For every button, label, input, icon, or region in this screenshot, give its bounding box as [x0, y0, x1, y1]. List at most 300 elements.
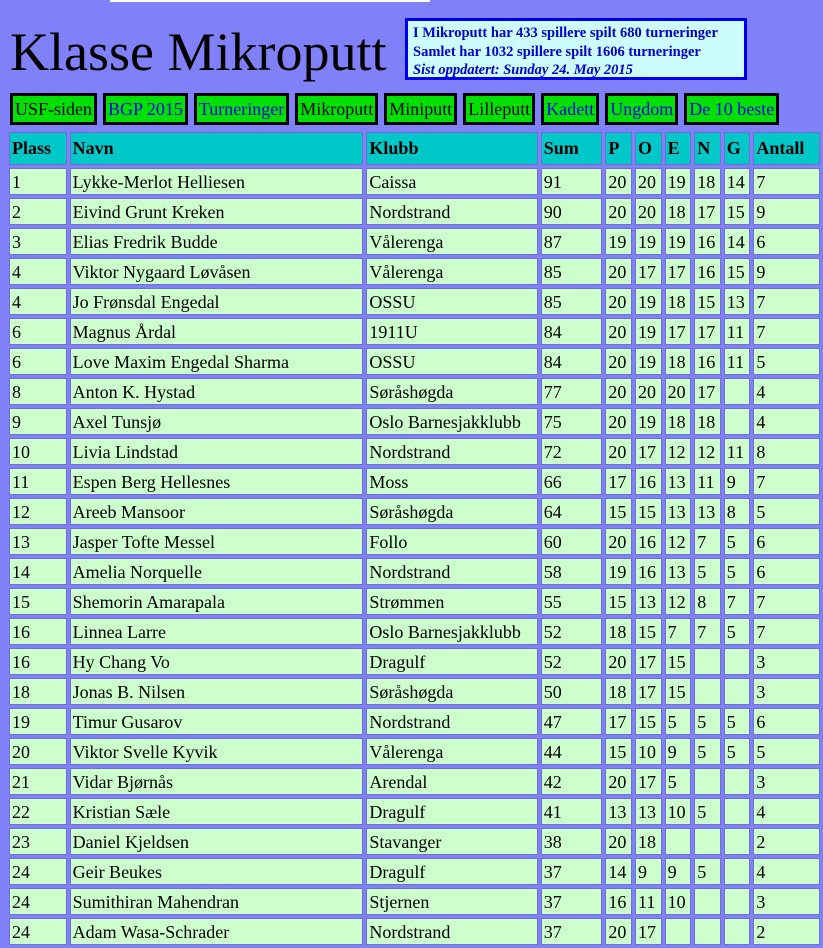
table-cell-o: 17: [635, 768, 662, 795]
table-cell-e: 10: [665, 798, 692, 825]
table-cell-navn: Love Maxim Engedal Sharma: [70, 348, 364, 375]
table-cell-navn: Magnus Årdal: [70, 318, 364, 345]
table-row: [9, 798, 820, 825]
table-cell-o: 19: [635, 288, 662, 315]
info-total-line: Samlet har 1032 spillere spilt 1606 turneringer: [413, 43, 701, 60]
table-cell-p: 20: [605, 408, 632, 435]
table-cell-o: 11: [635, 888, 662, 915]
table-cell-n: 5: [694, 858, 721, 885]
table-cell-n: 5: [694, 798, 721, 825]
column-header-klubb: Klubb: [366, 132, 537, 165]
table-cell-o: 13: [635, 588, 662, 615]
table-cell-antall: 6: [753, 228, 820, 255]
nav-button-kadett[interactable]: Kadett: [541, 93, 599, 125]
table-cell-plass: 4: [9, 258, 67, 285]
nav-button-de-10-beste[interactable]: De 10 beste: [684, 93, 779, 125]
table-cell-antall: 5: [753, 498, 820, 525]
table-cell-navn: Jonas B. Nilsen: [70, 678, 364, 705]
table-cell-e: 17: [665, 318, 692, 345]
table-cell-n: [694, 678, 721, 705]
table-cell-e: 17: [665, 258, 692, 285]
table-row: [9, 408, 820, 435]
table-cell-klubb: Dragulf: [366, 648, 537, 675]
table-cell-klubb: Nordstrand: [366, 198, 537, 225]
table-cell-e: 18: [665, 288, 692, 315]
table-cell-g: 14: [724, 168, 751, 195]
table-cell-e: 12: [665, 588, 692, 615]
table-cell-navn: Amelia Norquelle: [70, 558, 364, 585]
table-cell-o: 17: [635, 918, 662, 945]
table-row: [9, 288, 820, 315]
table-cell-navn: Geir Beukes: [70, 858, 364, 885]
table-cell-klubb: Nordstrand: [366, 438, 537, 465]
table-cell-klubb: Caissa: [366, 168, 537, 195]
table-cell-p: 20: [605, 168, 632, 195]
table-cell-g: 11: [724, 348, 751, 375]
table-cell-plass: 9: [9, 408, 67, 435]
info-players-line: I Mikroputt har 433 spillere spilt 680 turneringer: [413, 25, 718, 41]
table-cell-plass: 15: [9, 588, 67, 615]
table-cell-plass: 2: [9, 198, 67, 225]
table-cell-antall: 7: [753, 618, 820, 645]
column-header-antall: Antall: [753, 132, 820, 165]
column-header-g: G: [724, 132, 751, 165]
table-cell-p: 20: [605, 648, 632, 675]
table-cell-navn: Anton K. Hystad: [70, 378, 364, 405]
table-cell-sum: 84: [541, 318, 603, 345]
table-cell-n: [694, 918, 721, 945]
table-cell-sum: 52: [541, 618, 603, 645]
table-cell-antall: 7: [753, 588, 820, 615]
table-cell-o: 19: [635, 318, 662, 345]
table-cell-g: [724, 378, 751, 405]
table-cell-sum: 37: [541, 918, 603, 945]
table-cell-antall: 7: [753, 318, 820, 345]
table-cell-plass: 20: [9, 738, 67, 765]
table-row: [9, 768, 820, 795]
table-cell-o: 20: [635, 168, 662, 195]
table-cell-n: [694, 888, 721, 915]
table-cell-antall: 4: [753, 378, 820, 405]
table-cell-plass: 11: [9, 468, 67, 495]
table-cell-sum: 60: [541, 528, 603, 555]
table-cell-navn: Elias Fredrik Budde: [70, 228, 364, 255]
table-cell-antall: 8: [753, 438, 820, 465]
table-cell-g: 13: [724, 288, 751, 315]
table-cell-sum: 58: [541, 558, 603, 585]
table-cell-p: 20: [605, 768, 632, 795]
table-cell-klubb: Follo: [366, 528, 537, 555]
table-cell-n: 8: [694, 588, 721, 615]
nav-button-usf-siden[interactable]: USF-siden: [10, 93, 97, 125]
table-cell-n: 17: [694, 198, 721, 225]
table-cell-o: 15: [635, 618, 662, 645]
table-cell-plass: 8: [9, 378, 67, 405]
table-cell-plass: 21: [9, 768, 67, 795]
table-header-row: [9, 132, 820, 165]
table-cell-klubb: Stavanger: [366, 828, 537, 855]
table-cell-n: [694, 828, 721, 855]
nav-button-mikroputt[interactable]: Mikroputt: [295, 93, 378, 125]
table-cell-antall: 2: [753, 828, 820, 855]
column-header-n: N: [694, 132, 721, 165]
table-cell-antall: 2: [753, 918, 820, 945]
table-cell-plass: 24: [9, 858, 67, 885]
table-cell-antall: 4: [753, 408, 820, 435]
table-row: [9, 198, 820, 225]
table-cell-g: [724, 648, 751, 675]
nav-button-miniputt[interactable]: Miniputt: [384, 93, 457, 125]
table-cell-g: 5: [724, 708, 751, 735]
table-cell-e: [665, 918, 692, 945]
table-row: [9, 738, 820, 765]
table-cell-g: 5: [724, 528, 751, 555]
table-cell-antall: 3: [753, 648, 820, 675]
table-cell-p: 18: [605, 678, 632, 705]
table-cell-n: 5: [694, 558, 721, 585]
table-cell-g: 14: [724, 228, 751, 255]
table-cell-plass: 19: [9, 708, 67, 735]
table-cell-antall: 5: [753, 738, 820, 765]
table-cell-antall: 3: [753, 888, 820, 915]
table-cell-p: 19: [605, 558, 632, 585]
table-cell-antall: 9: [753, 198, 820, 225]
table-cell-g: [724, 828, 751, 855]
column-header-e: E: [665, 132, 692, 165]
table-cell-p: 20: [605, 378, 632, 405]
table-cell-e: 10: [665, 888, 692, 915]
table-cell-antall: 7: [753, 168, 820, 195]
table-cell-sum: 77: [541, 378, 603, 405]
table-cell-antall: 7: [753, 468, 820, 495]
table-cell-navn: Lykke-Merlot Helliesen: [70, 168, 364, 195]
table-cell-navn: Jasper Tofte Messel: [70, 528, 364, 555]
table-cell-e: 13: [665, 468, 692, 495]
table-row: [9, 588, 820, 615]
table-cell-n: [694, 768, 721, 795]
table-cell-klubb: Søråshøgda: [366, 678, 537, 705]
table-cell-p: 20: [605, 828, 632, 855]
table-cell-klubb: Vålerenga: [366, 228, 537, 255]
table-cell-navn: Daniel Kjeldsen: [70, 828, 364, 855]
table-cell-plass: 16: [9, 648, 67, 675]
table-cell-g: 5: [724, 558, 751, 585]
table-cell-plass: 24: [9, 888, 67, 915]
table-cell-e: 12: [665, 438, 692, 465]
table-cell-p: 20: [605, 318, 632, 345]
table-cell-navn: Hy Chang Vo: [70, 648, 364, 675]
table-cell-antall: 6: [753, 558, 820, 585]
table-cell-sum: 44: [541, 738, 603, 765]
table-cell-o: 17: [635, 678, 662, 705]
table-row: [9, 858, 820, 885]
table-cell-e: 19: [665, 168, 692, 195]
table-cell-antall: 4: [753, 798, 820, 825]
table-cell-klubb: Nordstrand: [366, 558, 537, 585]
table-cell-sum: 55: [541, 588, 603, 615]
table-cell-klubb: Søråshøgda: [366, 498, 537, 525]
table-row: [9, 468, 820, 495]
table-cell-n: 7: [694, 528, 721, 555]
table-cell-o: 16: [635, 468, 662, 495]
table-row: [9, 318, 820, 345]
page-title: Klasse Mikroputt: [10, 22, 387, 82]
table-cell-antall: 3: [753, 768, 820, 795]
table-cell-plass: 16: [9, 618, 67, 645]
table-cell-p: 15: [605, 738, 632, 765]
table-cell-e: [665, 828, 692, 855]
table-cell-g: 5: [724, 738, 751, 765]
table-cell-e: 9: [665, 738, 692, 765]
table-cell-sum: 64: [541, 498, 603, 525]
table-row: [9, 618, 820, 645]
table-cell-e: 12: [665, 528, 692, 555]
table-cell-plass: 6: [9, 318, 67, 345]
table-cell-klubb: 1911U: [366, 318, 537, 345]
table-cell-navn: Espen Berg Hellesnes: [70, 468, 364, 495]
table-cell-g: [724, 918, 751, 945]
table-cell-p: 20: [605, 198, 632, 225]
table-cell-antall: 6: [753, 708, 820, 735]
table-row: [9, 708, 820, 735]
table-cell-n: 15: [694, 288, 721, 315]
table-cell-e: 15: [665, 678, 692, 705]
table-cell-p: 20: [605, 528, 632, 555]
table-cell-sum: 37: [541, 858, 603, 885]
table-cell-navn: Jo Frønsdal Engedal: [70, 288, 364, 315]
nav-button-lilleputt[interactable]: Lilleputt: [463, 93, 535, 125]
table-cell-n: 18: [694, 168, 721, 195]
table-cell-plass: 22: [9, 798, 67, 825]
table-cell-sum: 37: [541, 888, 603, 915]
table-cell-p: 20: [605, 438, 632, 465]
table-cell-navn: Eivind Grunt Kreken: [70, 198, 364, 225]
table-cell-e: 9: [665, 858, 692, 885]
table-cell-navn: Viktor Svelle Kyvik: [70, 738, 364, 765]
table-cell-antall: 3: [753, 678, 820, 705]
table-cell-plass: 10: [9, 438, 67, 465]
table-cell-g: 11: [724, 318, 751, 345]
table-cell-o: 20: [635, 198, 662, 225]
table-cell-p: 20: [605, 348, 632, 375]
table-cell-navn: Linnea Larre: [70, 618, 364, 645]
table-cell-o: 9: [635, 858, 662, 885]
table-cell-antall: 9: [753, 258, 820, 285]
table-cell-antall: 5: [753, 348, 820, 375]
table-cell-klubb: Nordstrand: [366, 708, 537, 735]
table-cell-n: 18: [694, 408, 721, 435]
table-cell-plass: 3: [9, 228, 67, 255]
table-cell-sum: 75: [541, 408, 603, 435]
table-cell-n: 5: [694, 708, 721, 735]
table-row: [9, 828, 820, 855]
table-cell-plass: 24: [9, 918, 67, 945]
column-header-plass: Plass: [9, 132, 67, 165]
table-cell-n: 16: [694, 258, 721, 285]
column-header-navn: Navn: [70, 132, 364, 165]
top-divider: [110, 0, 430, 2]
info-updated-line: Sist oppdatert: Sunday 24. May 2015: [413, 62, 633, 78]
table-cell-g: [724, 678, 751, 705]
table-cell-g: [724, 768, 751, 795]
table-row: [9, 168, 820, 195]
table-cell-o: 19: [635, 348, 662, 375]
results-table: [6, 129, 823, 948]
table-cell-plass: 4: [9, 288, 67, 315]
table-cell-p: 15: [605, 588, 632, 615]
table-cell-klubb: Dragulf: [366, 858, 537, 885]
table-cell-klubb: Oslo Barnesjakklubb: [366, 618, 537, 645]
table-cell-o: 16: [635, 558, 662, 585]
table-cell-o: 16: [635, 528, 662, 555]
table-cell-n: 11: [694, 468, 721, 495]
table-cell-e: 7: [665, 618, 692, 645]
table-cell-sum: 90: [541, 198, 603, 225]
table-cell-klubb: Vålerenga: [366, 258, 537, 285]
table-cell-p: 20: [605, 918, 632, 945]
table-cell-klubb: Nordstrand: [366, 918, 537, 945]
table-cell-n: 16: [694, 228, 721, 255]
table-cell-g: 5: [724, 618, 751, 645]
table-cell-n: 17: [694, 318, 721, 345]
table-cell-e: 15: [665, 648, 692, 675]
table-cell-p: 14: [605, 858, 632, 885]
table-cell-navn: Sumithiran Mahendran: [70, 888, 364, 915]
table-cell-klubb: Arendal: [366, 768, 537, 795]
table-cell-p: 18: [605, 618, 632, 645]
table-row: [9, 648, 820, 675]
table-cell-navn: Viktor Nygaard Løvåsen: [70, 258, 364, 285]
table-cell-sum: 47: [541, 708, 603, 735]
table-cell-g: [724, 798, 751, 825]
table-cell-klubb: OSSU: [366, 348, 537, 375]
table-cell-sum: 72: [541, 438, 603, 465]
table-cell-navn: Areeb Mansoor: [70, 498, 364, 525]
table-row: [9, 678, 820, 705]
table-row: [9, 888, 820, 915]
table-cell-plass: 6: [9, 348, 67, 375]
table-cell-p: 20: [605, 288, 632, 315]
table-cell-o: 19: [635, 228, 662, 255]
table-cell-p: 16: [605, 888, 632, 915]
table-cell-sum: 42: [541, 768, 603, 795]
table-cell-n: 7: [694, 618, 721, 645]
table-cell-g: [724, 888, 751, 915]
column-header-sum: Sum: [541, 132, 603, 165]
table-cell-navn: Kristian Sæle: [70, 798, 364, 825]
table-body: [9, 168, 820, 945]
table-row: [9, 378, 820, 405]
table-cell-e: 13: [665, 498, 692, 525]
table-row: [9, 438, 820, 465]
table-row: [9, 498, 820, 525]
table-cell-o: 10: [635, 738, 662, 765]
table-cell-klubb: Oslo Barnesjakklubb: [366, 408, 537, 435]
table-cell-g: 7: [724, 588, 751, 615]
table-cell-o: 15: [635, 498, 662, 525]
nav-button-ungdom[interactable]: Ungdom: [605, 93, 678, 125]
table-cell-o: 20: [635, 378, 662, 405]
table-row: [9, 558, 820, 585]
table-cell-n: 13: [694, 498, 721, 525]
table-cell-sum: 50: [541, 678, 603, 705]
table-cell-klubb: Strømmen: [366, 588, 537, 615]
table-cell-klubb: Stjernen: [366, 888, 537, 915]
table-cell-o: 13: [635, 798, 662, 825]
table-cell-g: 9: [724, 468, 751, 495]
column-header-o: O: [635, 132, 662, 165]
table-cell-e: 18: [665, 408, 692, 435]
table-row: [9, 918, 820, 945]
table-cell-navn: Vidar Bjørnås: [70, 768, 364, 795]
table-cell-sum: 38: [541, 828, 603, 855]
table-row: [9, 258, 820, 285]
table-cell-klubb: OSSU: [366, 288, 537, 315]
table-cell-sum: 91: [541, 168, 603, 195]
table-cell-plass: 1: [9, 168, 67, 195]
table-cell-p: 19: [605, 228, 632, 255]
nav-bar: [10, 93, 779, 125]
table-cell-sum: 85: [541, 288, 603, 315]
info-box: [405, 18, 747, 80]
table-cell-g: [724, 408, 751, 435]
table-cell-n: 12: [694, 438, 721, 465]
table-cell-n: 17: [694, 378, 721, 405]
table-cell-n: [694, 648, 721, 675]
table-cell-p: 13: [605, 798, 632, 825]
table-cell-p: 17: [605, 708, 632, 735]
table-cell-navn: Shemorin Amarapala: [70, 588, 364, 615]
table-row: [9, 228, 820, 255]
table-cell-sum: 85: [541, 258, 603, 285]
table-cell-g: [724, 858, 751, 885]
table-cell-o: 15: [635, 708, 662, 735]
table-cell-navn: Livia Lindstad: [70, 438, 364, 465]
table-row: [9, 348, 820, 375]
table-cell-e: 18: [665, 198, 692, 225]
table-cell-sum: 41: [541, 798, 603, 825]
table-row: [9, 528, 820, 555]
table-cell-navn: Axel Tunsjø: [70, 408, 364, 435]
table-cell-plass: 12: [9, 498, 67, 525]
table-cell-klubb: Søråshøgda: [366, 378, 537, 405]
nav-button-turneringer[interactable]: Turneringer: [194, 93, 289, 125]
table-cell-navn: Timur Gusarov: [70, 708, 364, 735]
table-cell-plass: 18: [9, 678, 67, 705]
table-cell-g: 15: [724, 198, 751, 225]
table-cell-plass: 13: [9, 528, 67, 555]
table-cell-o: 19: [635, 408, 662, 435]
table-cell-sum: 84: [541, 348, 603, 375]
table-cell-e: 18: [665, 348, 692, 375]
table-cell-o: 17: [635, 438, 662, 465]
table-cell-e: 5: [665, 768, 692, 795]
column-header-p: P: [605, 132, 632, 165]
table-cell-e: 13: [665, 558, 692, 585]
table-cell-klubb: Moss: [366, 468, 537, 495]
table-cell-e: 5: [665, 708, 692, 735]
table-cell-g: 15: [724, 258, 751, 285]
table-cell-e: 19: [665, 228, 692, 255]
table-cell-p: 15: [605, 498, 632, 525]
nav-button-bgp-2015[interactable]: BGP 2015: [103, 93, 188, 125]
table-cell-g: 8: [724, 498, 751, 525]
table-cell-navn: Adam Wasa-Schrader: [70, 918, 364, 945]
table-cell-klubb: Dragulf: [366, 798, 537, 825]
table-cell-e: 20: [665, 378, 692, 405]
table-cell-n: 5: [694, 738, 721, 765]
table-cell-antall: 6: [753, 528, 820, 555]
